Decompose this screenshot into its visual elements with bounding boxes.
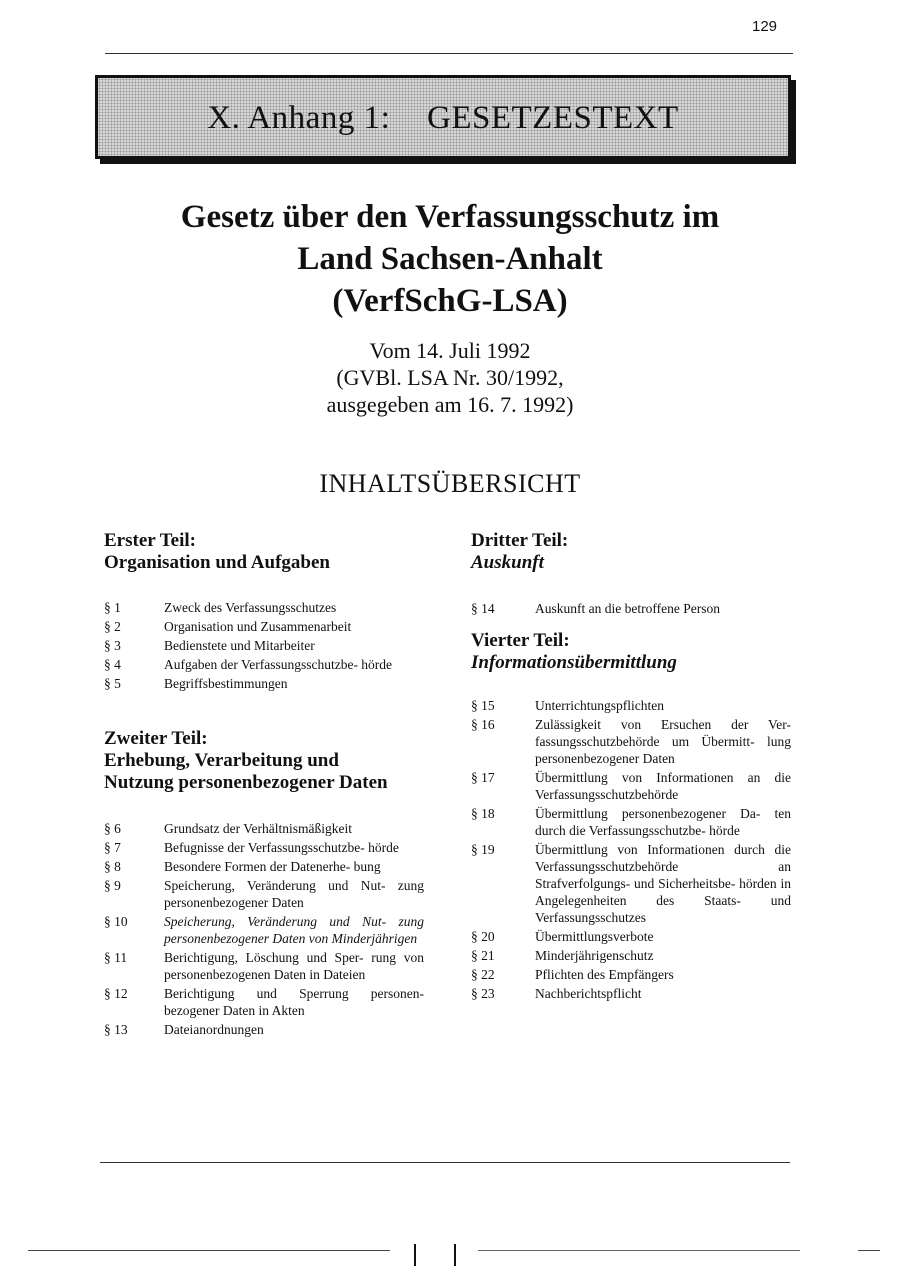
toc-entry: § 2 Organisation und Zusammenarbeit [104, 619, 352, 634]
date-line-3: ausgegeben am 16. 7. 1992) [326, 392, 574, 417]
law-title [0, 196, 900, 322]
toc-heading: INHALTSÜBERSICHT [319, 469, 581, 498]
toc-entry: § 9 Speicherung, Veränderung und Nut- zung personenbezogener Daten [104, 878, 424, 910]
toc-entry: § 22 Pflichten des Empfängers [471, 967, 674, 982]
toc-entry: § 23 Nachberichtspflicht [471, 986, 642, 1001]
toc-entry: § 1 Zweck des Verfassungsschutzes [104, 600, 337, 615]
toc-entry: § 14 Auskunft an die betroffene Person [471, 601, 720, 616]
toc-entry: § 5 Begriffsbestimmungen [104, 676, 288, 691]
toc-entry: § 10 Speicherung, Veränderung und Nut- zung personenbezogener Daten von Minderjährigen [104, 914, 424, 946]
part-2-heading [104, 728, 424, 794]
part-3-label: Dritter Teil: [471, 530, 569, 551]
toc-entry: § 20 Übermittlungsverbote [471, 929, 654, 944]
toc-entry: § 8 Besondere Formen der Datenerhe- bung [104, 859, 381, 874]
law-date [0, 337, 900, 418]
part-1-name: Organisation und Aufgaben [104, 552, 330, 573]
toc-entry: § 19 Übermittlung von Informationen durch die Verfassungsschutzbehörde an Strafverfolgungs- und Sicherheitsbe- hörden in Angelegenheiten des Staats- und Verfassungsschutzes [471, 842, 791, 925]
part-1-section [104, 530, 424, 694]
footer-rule [100, 1162, 790, 1163]
part-3-entries [471, 600, 791, 617]
banner-part2: GESETZESTEXT [427, 100, 679, 136]
part-1-heading [104, 530, 424, 574]
page-number: 129 [752, 18, 778, 35]
toc-entry: § 6 Grundsatz der Verhältnismäßigkeit [104, 821, 352, 836]
part-4-name: Informationsübermittlung [471, 652, 677, 673]
part-4-heading [471, 630, 791, 674]
toc-entry: § 21 Minderjährigenschutz [471, 948, 654, 963]
toc-entry: § 12 Berichtigung und Sperrung personen- bezogener Daten in Akten [104, 986, 424, 1018]
date-line-1: Vom 14. Juli 1992 [369, 338, 531, 363]
part-4-label: Vierter Teil: [471, 630, 570, 651]
toc-entry: § 3 Bedienstete und Mitarbeiter [104, 638, 315, 653]
title-line-2: Land Sachsen-Anhalt [297, 241, 603, 277]
toc-entry: § 13 Dateianordnungen [104, 1022, 264, 1037]
scan-tick-right [454, 1244, 456, 1266]
part-2-section [104, 728, 424, 1040]
part-3-heading [471, 530, 791, 574]
toc-entry: § 18 Übermittlung personenbezogener Da- ten durch die Verfassungsschutzbe- hörde [471, 806, 791, 838]
title-line-3: (VerfSchG-LSA) [332, 283, 568, 319]
title-line-1: Gesetz über den Verfassungsschutz im [180, 199, 720, 235]
part-4-section [471, 630, 791, 1004]
part-2-entries [104, 820, 424, 1038]
part-1-label: Erster Teil: [104, 530, 197, 551]
toc-entry: § 17 Übermittlung von Informationen an die Verfassungsschutzbehörde [471, 770, 791, 802]
toc-entry: § 16 Zulässigkeit von Ersuchen der Ver- fassungsschutzbehörde um Übermitt- lung personenbezogener Daten [471, 717, 791, 766]
part-1-entries [104, 599, 424, 692]
part-2-name-1: Erhebung, Verarbeitung und [104, 750, 339, 771]
part-2-label: Zweiter Teil: [104, 728, 208, 749]
part-3-name: Auskunft [471, 552, 544, 573]
scan-tick-left [414, 1244, 416, 1266]
toc-entry: § 7 Befugnisse der Verfassungsschutzbe- hörde [104, 840, 399, 855]
scan-mark-left [28, 1250, 390, 1251]
part-4-entries [471, 697, 791, 1002]
toc-entry: § 15 Unterrichtungspflichten [471, 698, 664, 713]
banner-part1: X. Anhang 1: [207, 100, 391, 136]
banner-title [98, 100, 788, 137]
part-3-section [471, 530, 791, 619]
toc-entry: § 4 Aufgaben der Verfassungsschutzbe- hörde [104, 657, 393, 672]
section-banner [95, 75, 791, 159]
date-line-2: (GVBl. LSA Nr. 30/1992, [336, 365, 564, 390]
part-2-name-2: Nutzung personenbezogener Daten [104, 772, 388, 793]
scan-mark-edge [858, 1250, 880, 1251]
toc-entry: § 11 Berichtigung, Löschung und Sper- rung von personenbezogenen Daten in Dateien [104, 950, 424, 982]
header-rule [105, 53, 793, 54]
scan-mark-right [478, 1250, 800, 1251]
